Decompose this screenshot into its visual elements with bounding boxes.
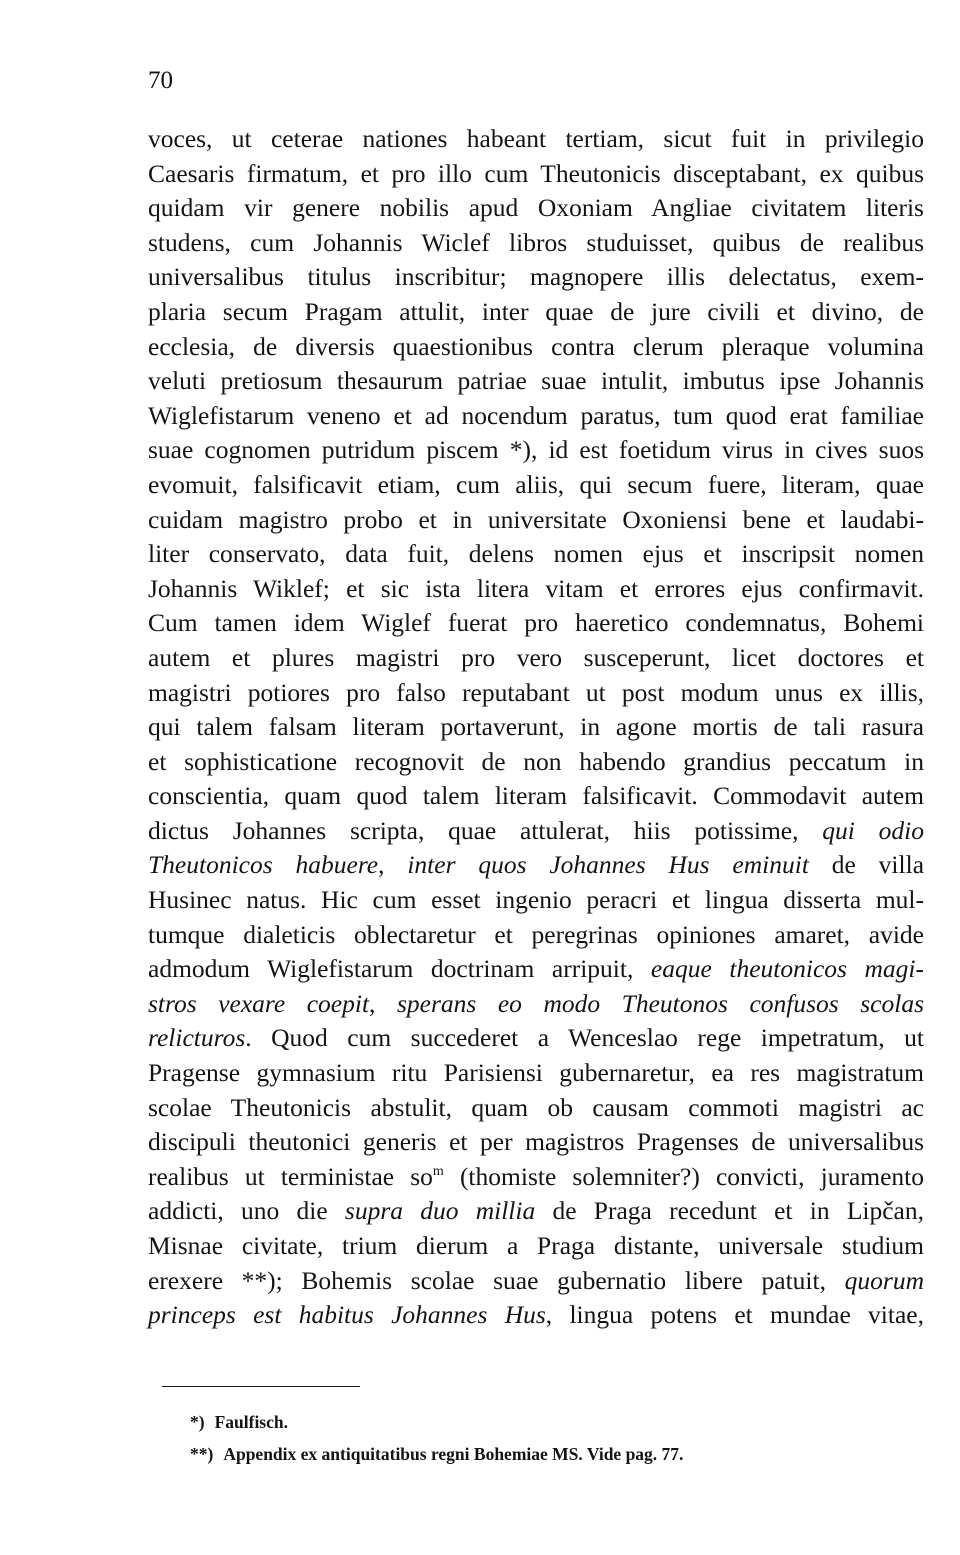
- text-segment: suae cognomen putridum piscem *), id est foetidum virus in cives suos: [148, 435, 924, 465]
- text-segment: dictus Johannes scripta, quae attulerat, hiis potissime,: [148, 815, 823, 845]
- footnote-2: [190, 1438, 683, 1470]
- text-segment: de Praga recedunt et in Lipčan,: [535, 1196, 924, 1226]
- text-line: [148, 572, 924, 607]
- text-segment: discipuli theutonici generis et per magistros Pragenses de universalibus: [148, 1127, 924, 1157]
- footnote-marker: *): [190, 1412, 205, 1432]
- text-segment: Caesaris firmatum, et pro illo cum Theutonicis disceptabant, ex quibus: [148, 158, 924, 188]
- body-text: [148, 122, 924, 1333]
- text-line: [148, 433, 924, 468]
- italic-text: eaque theutonicos magi-: [650, 954, 924, 984]
- text-line: [148, 676, 924, 711]
- text-segment: evomuit, falsificavit etiam, cum aliis, qui secum fuere, literam, quae: [148, 469, 924, 499]
- text-segment: ,: [378, 850, 408, 880]
- text-segment: autem et plures magistri pro vero susceperunt, licet doctores et: [148, 642, 924, 672]
- text-segment: et sophisticatione recognovit de non habendo grandius peccatum in: [148, 746, 924, 776]
- text-line: [148, 1264, 924, 1299]
- text-line: [148, 814, 924, 849]
- italic-text: princeps est habitus Johannes Hus: [148, 1300, 546, 1330]
- italic-text: quorum: [844, 1265, 924, 1295]
- text-segment: universalibus titulus inscribitur; magnopere illis delectatus, exem-: [148, 262, 924, 292]
- text-segment: ,: [369, 988, 397, 1018]
- text-segment: Wiglefistarum veneno et ad nocendum paratus, tum quod erat familiae: [148, 400, 924, 430]
- text-line: [148, 883, 924, 918]
- text-segment: . Quod cum succederet a Wenceslao rege impetratum, ut: [245, 1023, 924, 1053]
- text-segment: veluti pretiosum thesaurum patriae suae intulit, imbutus ipse Johannis: [148, 366, 924, 396]
- text-segment: cuidam magistro probo et in universitate Oxoniensi bene et laudabi-: [148, 504, 924, 534]
- footnote-text: Appendix ex antiquitatibus regni Bohemiae MS. Vide pag. 77.: [223, 1444, 684, 1464]
- text-line: [148, 606, 924, 641]
- text-line: [148, 191, 924, 226]
- text-line: [148, 918, 924, 953]
- text-segment: Pragense gymnasium ritu Parisiensi gubernaretur, ea res magistratum: [148, 1058, 924, 1088]
- text-segment: voces, ut ceterae nationes habeant tertiam, sicut fuit in privilegio: [148, 124, 924, 153]
- footnote-text: Faulfisch.: [214, 1412, 288, 1432]
- text-line: [148, 226, 924, 261]
- text-line: [148, 399, 924, 434]
- text-segment: Misnae civitate, trium dierum a Praga distante, universale studium: [148, 1231, 924, 1260]
- text-line: [148, 779, 924, 814]
- text-segment: qui talem falsam literam portaverunt, in agone mortis de tali rasura: [148, 712, 924, 742]
- italic-text: relicturos: [148, 1023, 246, 1053]
- superscript-text: m: [432, 1163, 444, 1179]
- text-segment: scolae Theutonicis abstulit, quam ob causam commoti magistri ac: [148, 1092, 924, 1122]
- text-line: [148, 330, 924, 365]
- text-line: [148, 157, 924, 192]
- italic-text: supra duo millia: [344, 1196, 536, 1226]
- text-line: [148, 710, 924, 745]
- footnote-divider: [162, 1386, 360, 1387]
- text-line: [148, 468, 924, 503]
- text-line: [148, 1056, 924, 1091]
- text-segment: de villa: [808, 850, 925, 880]
- text-segment: admodum Wiglefistarum doctrinam arripuit,: [148, 954, 651, 984]
- text-segment: Johannis Wiklef; et sic ista litera vitam et errores ejus confirmavit.: [148, 573, 924, 603]
- italic-text: Theutonicos habuere: [148, 850, 379, 880]
- text-line: [148, 1160, 924, 1195]
- footnotes: [190, 1406, 683, 1470]
- text-line: [148, 952, 924, 987]
- text-segment: quidam vir genere nobilis apud Oxoniam Angliae civitatem literis: [148, 193, 924, 223]
- footnote-1: [190, 1406, 683, 1438]
- italic-text: stros vexare coepit: [148, 988, 370, 1018]
- text-segment: ecclesia, de diversis quaestionibus contra clerum pleraque volumina: [148, 331, 924, 361]
- text-line: [148, 364, 924, 399]
- text-line: [148, 745, 924, 780]
- text-line: [148, 1125, 924, 1160]
- text-line: [148, 987, 924, 1022]
- text-segment: erexere **); Bohemis scolae suae gubernatio libere patuit,: [148, 1265, 845, 1295]
- text-segment: tumque dialeticis oblectaretur et peregrinas opiniones amaret, avide: [148, 919, 924, 949]
- text-segment: liter conservato, data fuit, delens nomen ejus et inscripsit nomen: [148, 539, 924, 569]
- text-line: [148, 1298, 924, 1333]
- text-line: [148, 295, 924, 330]
- text-segment: realibus ut terministae so: [148, 1161, 433, 1191]
- text-segment: (thomiste solemniter?) convicti, juramento: [443, 1161, 925, 1191]
- text-line: [148, 1194, 924, 1229]
- text-line: [148, 641, 924, 676]
- text-segment: studens, cum Johannis Wiclef libros studuisset, quibus de realibus: [148, 227, 924, 257]
- text-segment: plaria secum Pragam attulit, inter quae de jure civili et divino, de: [148, 296, 924, 326]
- text-segment: Cum tamen idem Wiglef fuerat pro haeretico condemnatus, Bohemi: [148, 608, 924, 638]
- text-segment: magistri potiores pro falso reputabant ut post modum unus ex illis,: [148, 677, 924, 707]
- footnote-marker: **): [190, 1444, 214, 1464]
- text-line: [148, 122, 924, 157]
- text-line: [148, 1021, 924, 1056]
- text-line: [148, 260, 924, 295]
- italic-text: sperans eo modo Theutonos confusos scolas: [396, 988, 924, 1018]
- italic-text: qui odio: [822, 815, 925, 845]
- text-line: [148, 503, 924, 538]
- text-segment: addicti, uno die: [148, 1196, 345, 1226]
- italic-text: inter quos Johannes Hus eminuit: [407, 850, 809, 880]
- text-segment: conscientia, quam quod talem literam falsificavit. Commodavit autem: [148, 781, 924, 811]
- text-segment: Husinec natus. Hic cum esset ingenio peracri et lingua disserta mul-: [148, 885, 924, 915]
- text-line: [148, 1091, 924, 1126]
- text-line: [148, 537, 924, 572]
- text-line: [148, 848, 924, 883]
- text-segment: , lingua potens et mundae vitae,: [545, 1300, 924, 1330]
- page-number: 70: [148, 67, 173, 94]
- text-line: [148, 1229, 924, 1264]
